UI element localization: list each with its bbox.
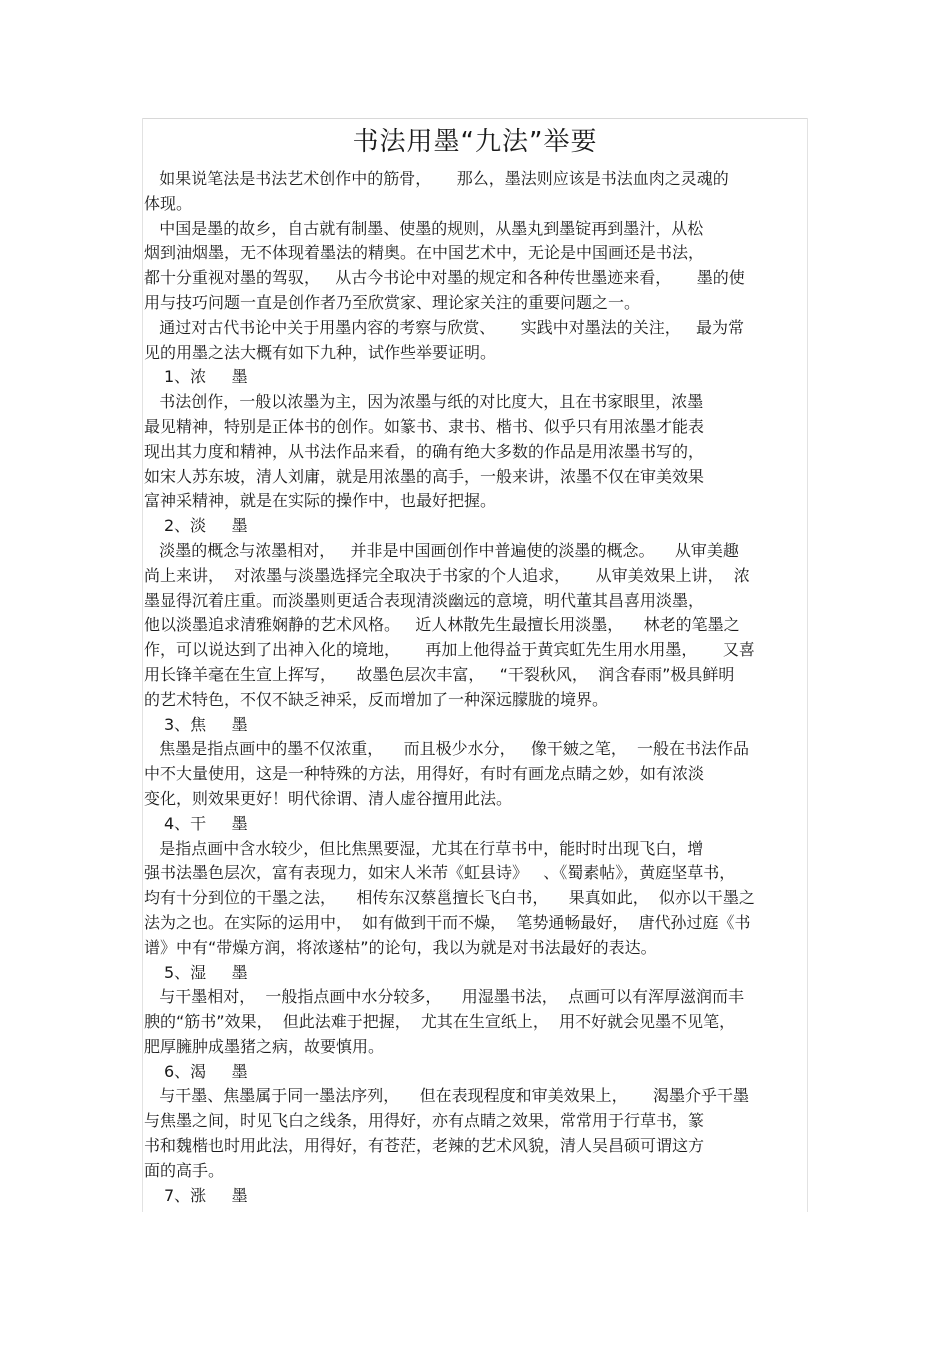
text-line: 烟到油烟墨，无不体现着墨法的精奥。在中国艺术中，无论是中国画还是书法， <box>144 243 705 263</box>
section-heading: 3、焦 墨 <box>164 714 248 734</box>
text-line: 面的高手。 <box>144 1160 225 1180</box>
text-line: 最见精神，特别是正体书的创作。如篆书、隶书、楷书、似乎只有用浓墨才能表 <box>144 416 705 436</box>
text-line: 中国是墨的故乡，自古就有制墨、使墨的规则，从墨丸到墨锭再到墨汁，从松 <box>144 218 704 238</box>
section-heading: 4、干 墨 <box>164 813 248 833</box>
text-line: 淡墨的概念与浓墨相对， 并非是中国画创作中普遍使的淡墨的概念。 从审美趣 <box>144 540 739 560</box>
text-line: 与焦墨之间，时见飞白之线条，用得好，亦有点睛之效果，常常用于行草书，篆 <box>144 1111 705 1131</box>
text-line: 与干墨相对， 一般指点画中水分较多， 用湿墨书法， 点画可以有浑厚滋润而丰 <box>144 987 744 1007</box>
text-line: 通过对古代书论中关于用墨内容的考察与欣赏、 实践中对墨法的关注， 最为常 <box>144 317 744 337</box>
text-line: 腴的“筋书”效果， 但此法难于把握， 尤其在生宣纸上， 用不好就会见墨不见笔， <box>144 1012 736 1032</box>
text-line: 书法创作，一般以浓墨为主，因为浓墨与纸的对比度大，且在书家眼里，浓墨 <box>144 392 704 412</box>
section-heading: 6、渴 墨 <box>164 1061 248 1081</box>
text-line: 现出其力度和精神，从书法作品来看，的确有绝大多数的作品是用浓墨书写的， <box>144 441 705 461</box>
text-line: 体现。 <box>144 193 193 213</box>
text-line: 中不大量使用，这是一种特殊的方法，用得好，有时有画龙点睛之妙，如有浓淡 <box>144 764 705 784</box>
page-frame-left-border <box>142 118 143 1212</box>
document-body <box>144 167 808 1208</box>
text-line: 书和魏楷也时用此法，用得好，有苍茫，老辣的艺术风貌，清人吴昌硕可谓这方 <box>144 1136 705 1156</box>
text-line: 用长锋羊毫在生宣上挥写， 故墨色层次丰富， “干裂秋风， 润含春雨”极具鲜明 <box>144 664 735 684</box>
document-title: 书法用墨“九法”举要 <box>352 127 598 157</box>
section-heading: 2、淡 墨 <box>164 516 248 536</box>
text-line: 法为之也。在实际的运用中， 如有做到干而不燥， 笔势通畅最好， 唐代孙过庭《书 <box>144 912 751 932</box>
page-frame-top-border <box>142 118 808 119</box>
text-line: 用与技巧问题一直是创作者乃至欣赏家、理论家关注的重要问题之一。 <box>144 292 641 312</box>
text-line: 见的用墨之法大概有如下九种，试作些举要证明。 <box>144 342 497 362</box>
text-line: 是指点画中含水较少，但比焦黑要湿，尤其在行草书中，能时时出现飞白，增 <box>144 838 704 858</box>
text-line: 作，可以说达到了出神入化的境地， 再加上他得益于黄宾虹先生用水用墨， 又喜 <box>144 640 755 660</box>
text-line: 强书法墨色层次，富有表现力，如宋人米芾《虹县诗》 、《蜀素帖》，黄庭坚草书， <box>144 863 736 883</box>
text-line: 尚上来讲， 对浓墨与淡墨选择完全取决于书家的个人追求， 从审美效果上讲， 浓 <box>144 565 750 585</box>
text-line: 均有十分到位的干墨之法， 相传东汉蔡邕擅长飞白书， 果真如此， 似亦以干墨之 <box>144 888 755 908</box>
section-heading: 7、涨 墨 <box>164 1185 248 1205</box>
text-line: 他以淡墨追求清雅娴静的艺术风格。 近人林散先生最擅长用淡墨， 林老的笔墨之 <box>144 615 740 635</box>
text-line: 与干墨、焦墨属于同一墨法序列， 但在表现程度和审美效果上， 渴墨介乎干墨 <box>144 1086 750 1106</box>
text-line: 焦墨是指点画中的墨不仅浓重， 而且极少水分， 像干皴之笔， 一般在书法作品 <box>144 739 750 759</box>
text-line: 都十分重视对墨的驾驭， 从古今书论中对墨的规定和各种传世墨迹来看， 墨的使 <box>144 268 745 288</box>
section-heading: 1、浓 墨 <box>164 367 248 387</box>
text-line: 如果说笔法是书法艺术创作中的筋骨， 那么，墨法则应该是书法血肉之灵魂的 <box>144 169 729 188</box>
text-line: 的艺术特色，不仅不缺乏神采，反而增加了一种深远朦胧的境界。 <box>144 689 609 709</box>
section-heading: 5、湿 墨 <box>164 962 248 982</box>
text-line: 肥厚臃肿成墨猪之病，故要慎用。 <box>144 1036 385 1056</box>
text-line: 墨显得沉着庄重。而淡墨则更适合表现清淡幽远的意境，明代董其昌喜用淡墨， <box>144 590 705 610</box>
text-line: 富神采精神，就是在实际的操作中，也最好把握。 <box>144 491 497 511</box>
text-line: 变化，则效果更好！明代徐谓、清人虚谷擅用此法。 <box>144 788 513 808</box>
text-line: 谱》中有“带燥方润，将浓遂枯”的论句，我以为就是对书法最好的表达。 <box>144 937 657 957</box>
text-line: 如宋人苏东坡，清人刘庸，就是用浓墨的高手，一般来讲，浓墨不仅在审美效果 <box>144 466 705 486</box>
